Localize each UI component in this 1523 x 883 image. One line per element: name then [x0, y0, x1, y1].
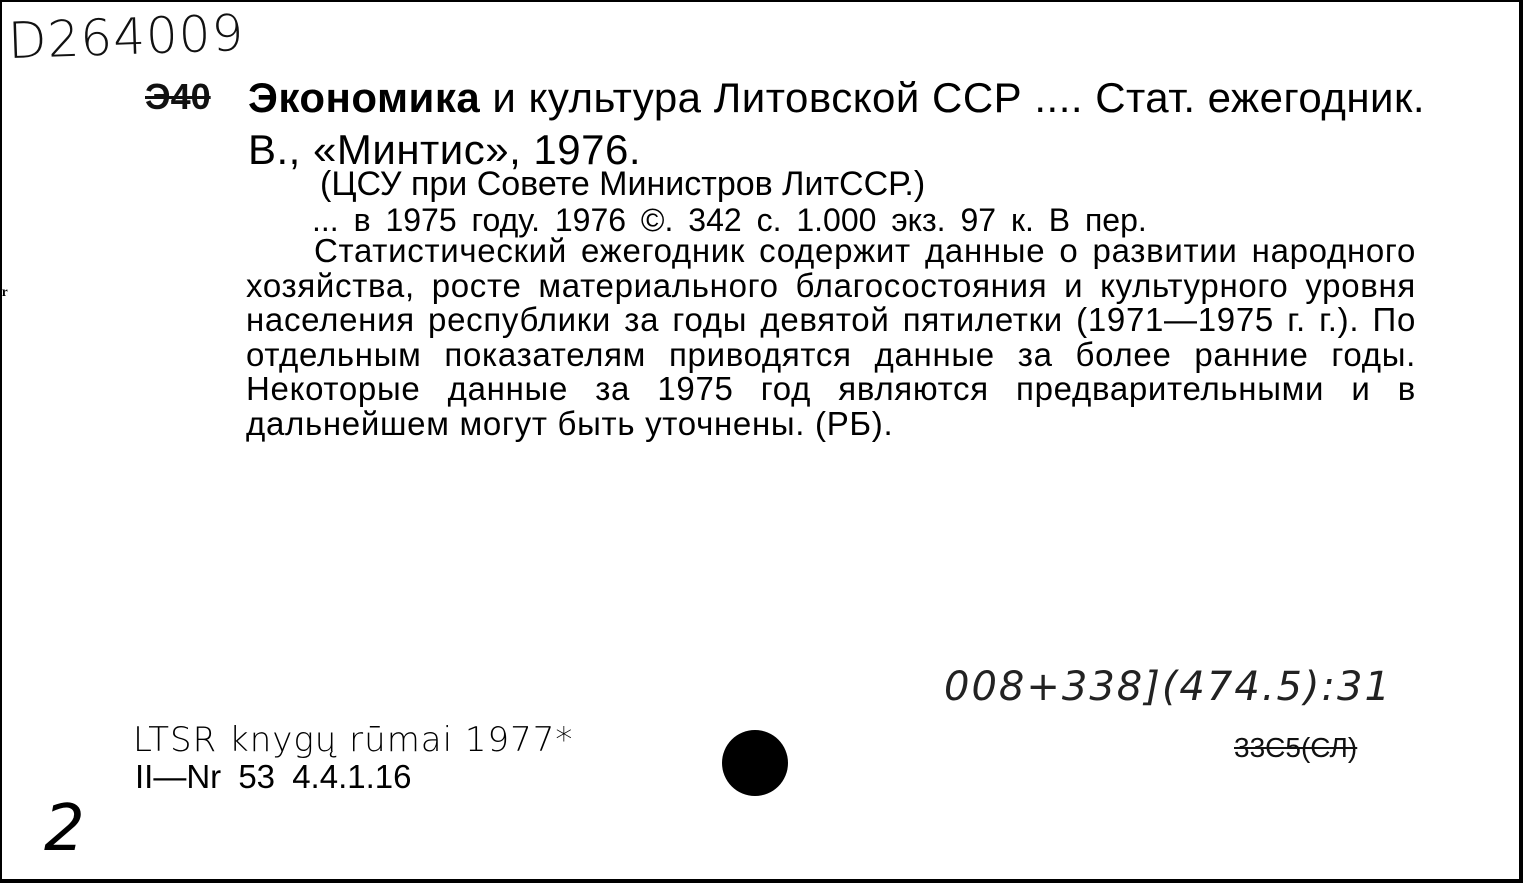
title-block [248, 72, 1428, 176]
title-bold: Экономика [248, 74, 481, 121]
shelf-mark: Э40 [145, 76, 211, 117]
abstract-block [246, 234, 1416, 441]
udc-code: 008+338](474.5):31 [944, 664, 1392, 710]
handwritten-mark: 2 [44, 792, 85, 866]
imprint-line: ... в 1975 году. 1976 ©. 342 с. 1.000 экз. 97 к. В пер. [312, 202, 1147, 238]
issuer-line: (ЦСУ при Совете Министров ЛитССР.) [320, 165, 926, 203]
inventory-number: D264009 [7, 3, 246, 71]
bbk-code: 33С5(СЛ) [1234, 732, 1358, 763]
abstract-text: Статистический ежегодник содержит данные о развитии народного хозяйства, росте материального благосостояния и культурного уровня населения республики за годы девятой пятилетки (1971—1975 г. г.). По отдельным показателям приводятся данные за более ранние годы. Некоторые данные за 1975 год являются предварительными и в дальнейшем могут быть уточнены. (РБ). [246, 232, 1416, 442]
punch-hole-icon [722, 730, 788, 796]
printer-line-2: II—Nr 53 4.4.1.16 [135, 758, 412, 795]
margin-tick-icon: ʳ [2, 282, 8, 307]
printer-line-1: LTSR knygų rūmai 1977* [133, 720, 574, 760]
title-rest: и культура Литовской ССР .... Стат. ежегодник. В., «Минтис», 1976. [248, 74, 1426, 173]
